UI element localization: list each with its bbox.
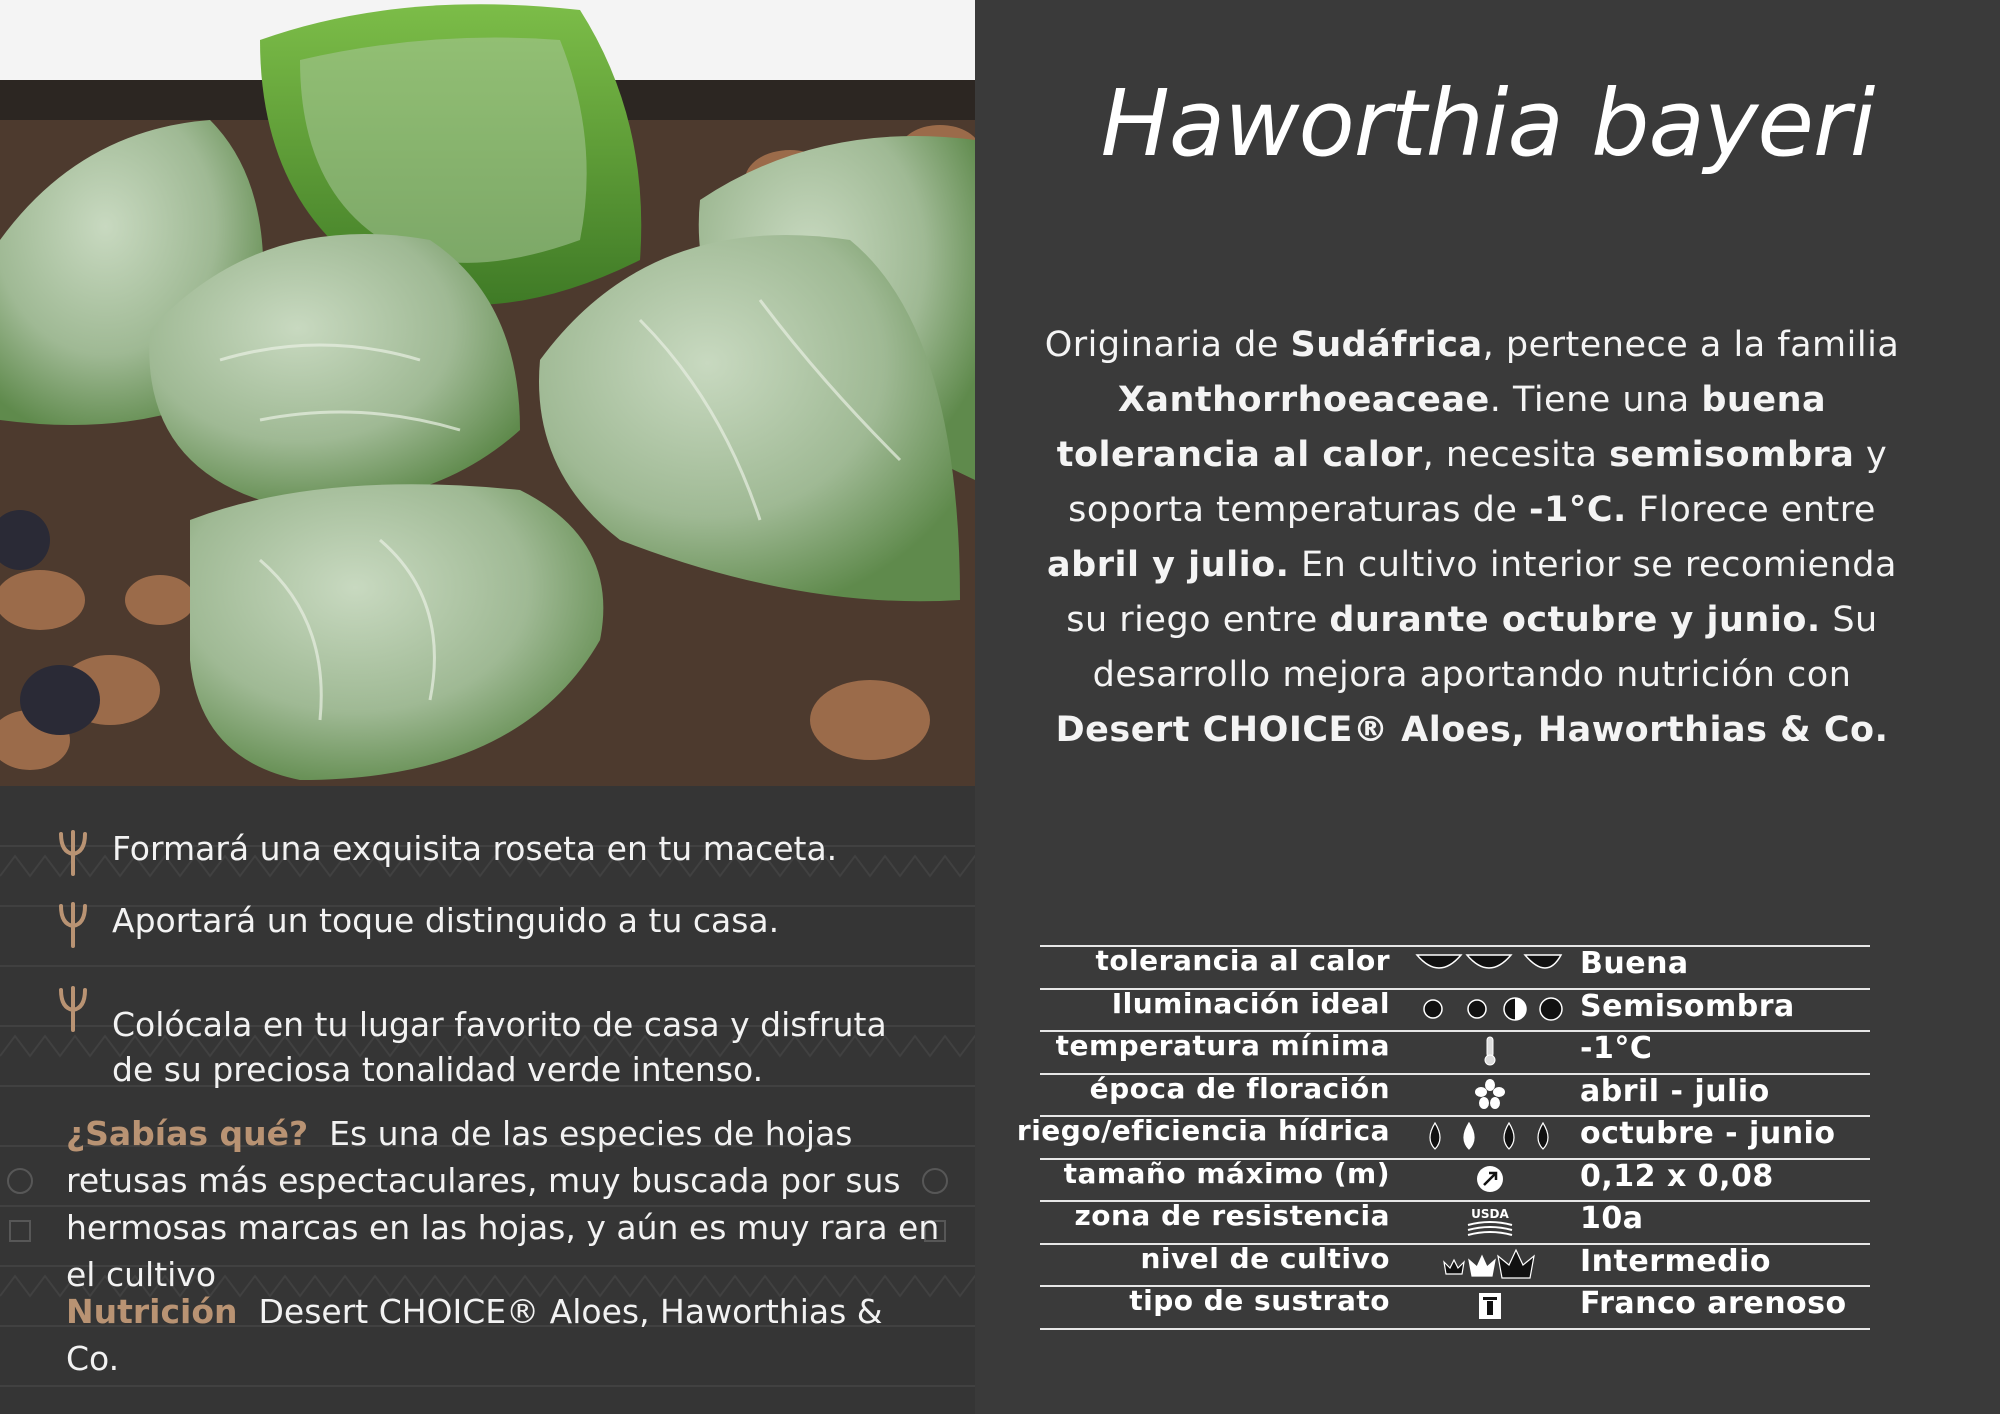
description-segment: semisombra — [1609, 435, 1855, 475]
lighting-icon — [1415, 992, 1565, 1026]
heat-tolerance-icon — [1415, 949, 1565, 983]
description-segment: Su desarrollo mejora aportando nutrición con — [1092, 600, 1878, 695]
spec-label: zona de resistencia — [1074, 1199, 1390, 1232]
nutrition — [66, 1288, 946, 1382]
spec-row — [1040, 988, 1870, 1031]
bullet-item — [56, 982, 936, 1092]
spec-label: tipo de sustrato — [1129, 1284, 1390, 1317]
description — [1032, 318, 1912, 758]
spec-row — [1040, 945, 1870, 988]
crowns-icon — [1415, 1247, 1565, 1281]
spec-value: 0,12 x 0,08 — [1580, 1158, 1774, 1194]
spec-label: riego/eficiencia hídrica — [1016, 1114, 1390, 1147]
spec-row — [1040, 1073, 1870, 1116]
spec-value: octubre - junio — [1580, 1116, 1836, 1151]
size-icon — [1415, 1162, 1565, 1196]
description-segment: Sudáfrica — [1290, 325, 1483, 365]
bullet-text: Aportará un toque distinguido a tu casa. — [112, 901, 780, 940]
fact-text: Es una de las especies de hojas retusas más espectaculares, muy buscada por sus hermosas marcas en las hojas, y aún es muy rara en el cultivo — [66, 1114, 940, 1294]
did-you-know — [66, 1110, 946, 1298]
description-segment: En cultivo interior se recomienda su riego entre — [1066, 545, 1897, 640]
spec-row — [1040, 1158, 1870, 1201]
spec-table — [1016, 944, 1870, 1330]
nutrition-text: Desert CHOICE® Aloes, Haworthias & Co. — [66, 1292, 883, 1378]
spec-row — [1016, 1114, 1870, 1158]
bullet-text: Colócala en tu lugar favorito de casa y disfruta de su preciosa tonalidad verde intenso. — [112, 1005, 887, 1089]
substrate-icon — [1415, 1289, 1565, 1323]
description-segment: , necesita — [1422, 435, 1610, 475]
spec-value: -1°C — [1580, 1031, 1653, 1066]
description-segment: Desert CHOICE® Aloes, Haworthias & Co. — [1055, 710, 1889, 750]
fact-label: ¿Sabías qué? — [66, 1114, 309, 1153]
spec-value: Semisombra — [1580, 988, 1795, 1024]
spec-value: abril - julio — [1580, 1073, 1770, 1109]
plant-photo — [0, 0, 975, 786]
spec-label: época de floración — [1089, 1071, 1390, 1105]
spec-row — [1040, 1243, 1870, 1286]
description-segment: abril y julio. — [1047, 545, 1290, 585]
cactus-trident-icon — [56, 898, 90, 948]
info-panel — [975, 0, 2000, 1414]
bullet-item — [56, 898, 936, 948]
page-title: Haworthia bayeri — [1100, 70, 1875, 177]
spec-row — [1040, 1285, 1870, 1330]
spec-label: Iluminación ideal — [1111, 986, 1390, 1020]
description-segment: Florece entre — [1626, 490, 1876, 530]
spec-row — [1040, 1030, 1870, 1073]
spec-row — [1040, 1200, 1870, 1243]
flower-icon — [1415, 1077, 1565, 1111]
spec-value: Intermedio — [1580, 1243, 1771, 1279]
description-segment: durante octubre y junio. — [1329, 600, 1821, 640]
description-segment: Xanthorrhoeaceae — [1117, 380, 1490, 420]
description-segment: y soporta temperaturas de — [1068, 435, 1888, 530]
spec-value: Franco arenoso — [1580, 1286, 1847, 1321]
cactus-trident-icon — [56, 982, 90, 1032]
description-segment: Originaria de — [1044, 325, 1291, 365]
spec-label: tamaño máximo (m) — [1063, 1156, 1390, 1190]
nutrition-label: Nutrición — [66, 1292, 238, 1331]
cactus-trident-icon — [56, 826, 90, 876]
usda-icon — [1415, 1204, 1565, 1238]
spec-value: Buena — [1580, 946, 1689, 981]
bullet-item — [56, 826, 936, 876]
thermometer-icon — [1415, 1034, 1565, 1068]
spec-label: nivel de cultivo — [1140, 1241, 1390, 1275]
bullet-text: Formará una exquisita roseta en tu maceta. — [112, 829, 838, 868]
description-segment: . Tiene una — [1489, 380, 1702, 420]
water-drops-icon — [1415, 1119, 1565, 1153]
spec-label: temperatura mínima — [1055, 1029, 1390, 1062]
description-segment: -1°C. — [1528, 490, 1627, 530]
spec-label: tolerancia al calor — [1095, 944, 1390, 977]
spec-value: 10a — [1580, 1201, 1644, 1236]
description-segment: buena tolerancia al calor — [1056, 380, 1827, 475]
usda-logo-text: USDA — [1471, 1207, 1509, 1221]
description-segment: , pertenece a la familia — [1482, 325, 1900, 365]
